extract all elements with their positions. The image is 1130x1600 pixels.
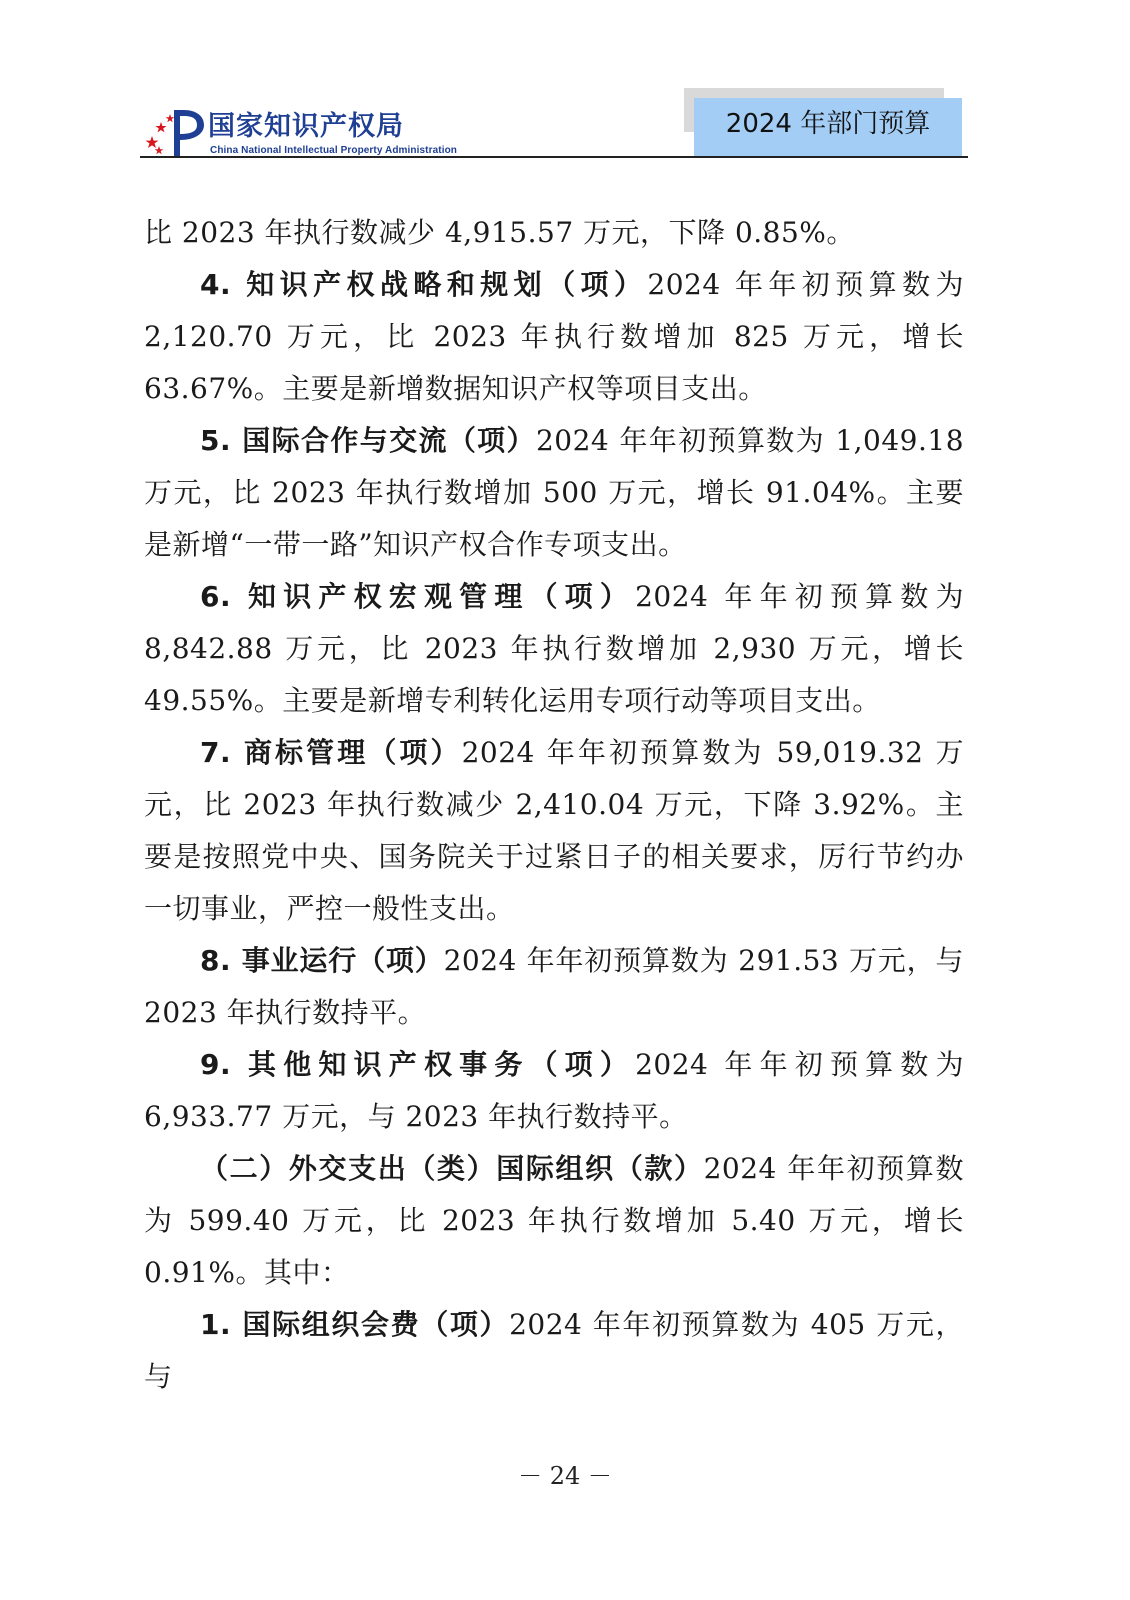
page-number: － 24 － xyxy=(518,1462,612,1490)
paragraph-heading: 6. 知识产权宏观管理（项） xyxy=(200,580,636,613)
paragraph-text: 2024 年年初预算数为 2,120.70 万元，比 2023 年执行数增加 825 万元，增长 63.67%。主要是新增数据知识产权等项目支出。 xyxy=(144,268,964,405)
paragraph-text: 比 2023 年执行数减少 4,915.57 万元，下降 0.85%。 xyxy=(144,216,855,249)
paragraph-item-1 xyxy=(144,1299,964,1403)
budget-year-label: 2024 年部门预算 xyxy=(725,109,931,139)
paragraph-text: 2024 年年初预算数为 6,933.77 万元，与 2023 年执行数持平。 xyxy=(144,1048,964,1133)
document-body xyxy=(144,207,964,1403)
budget-year-badge xyxy=(694,98,962,156)
paragraph-text: 2024 年年初预算数为 1,049.18 万元，比 2023 年执行数增加 500 万元，增长 91.04%。主要是新增“一带一路”知识产权合作专项支出。 xyxy=(144,424,965,561)
cnipa-logo xyxy=(144,104,457,160)
page-header xyxy=(0,0,1130,170)
paragraph-section-2 xyxy=(144,1143,964,1299)
paragraph-item-5 xyxy=(144,415,964,571)
paragraph-text: 2024 年年初预算数为 291.53 万元，与 2023 年执行数持平。 xyxy=(144,944,964,1029)
paragraph-continuation xyxy=(144,207,964,259)
paragraph-heading: 9. 其他知识产权事务（项） xyxy=(200,1048,636,1081)
paragraph-heading: （二）外交支出（类）国际组织（款） xyxy=(200,1152,704,1185)
paragraph-heading: 5. 国际合作与交流（项） xyxy=(200,424,536,457)
logo-chinese-name: 国家知识产权局 xyxy=(208,111,404,142)
paragraph-heading: 4. 知识产权战略和规划（项） xyxy=(200,268,648,301)
header-divider xyxy=(140,156,968,158)
paragraph-text: 2024 年年初预算数为 59,019.32 万元，比 2023 年执行数减少 2,410.04 万元，下降 3.92%。主要是按照党中央、国务院关于过紧日子的相关要求，厉行节约办一切事业，严控一般性支出。 xyxy=(144,736,964,925)
paragraph-item-8 xyxy=(144,935,964,1039)
paragraph-text: 2024 年年初预算数为 599.40 万元，比 2023 年执行数增加 5.40 万元，增长 0.91%。其中： xyxy=(144,1152,964,1289)
paragraph-heading: 7. 商标管理（项） xyxy=(200,736,462,769)
paragraph-item-7 xyxy=(144,727,964,935)
logo-english-name: China National Intellectual Property Administration xyxy=(210,145,457,156)
paragraph-item-4 xyxy=(144,259,964,415)
paragraph-heading: 1. 国际组织会费（项） xyxy=(200,1308,510,1341)
paragraph-heading: 8. 事业运行（项） xyxy=(200,944,444,977)
paragraph-item-9 xyxy=(144,1039,964,1143)
paragraph-text: 2024 年年初预算数为 8,842.88 万元，比 2023 年执行数增加 2,930 万元，增长 49.55%。主要是新增专利转化运用专项行动等项目支出。 xyxy=(144,580,964,717)
paragraph-text: 2024 年年初预算数为 405 万元，与 xyxy=(144,1308,964,1393)
cnipa-emblem-icon xyxy=(144,106,206,160)
paragraph-item-6 xyxy=(144,571,964,727)
